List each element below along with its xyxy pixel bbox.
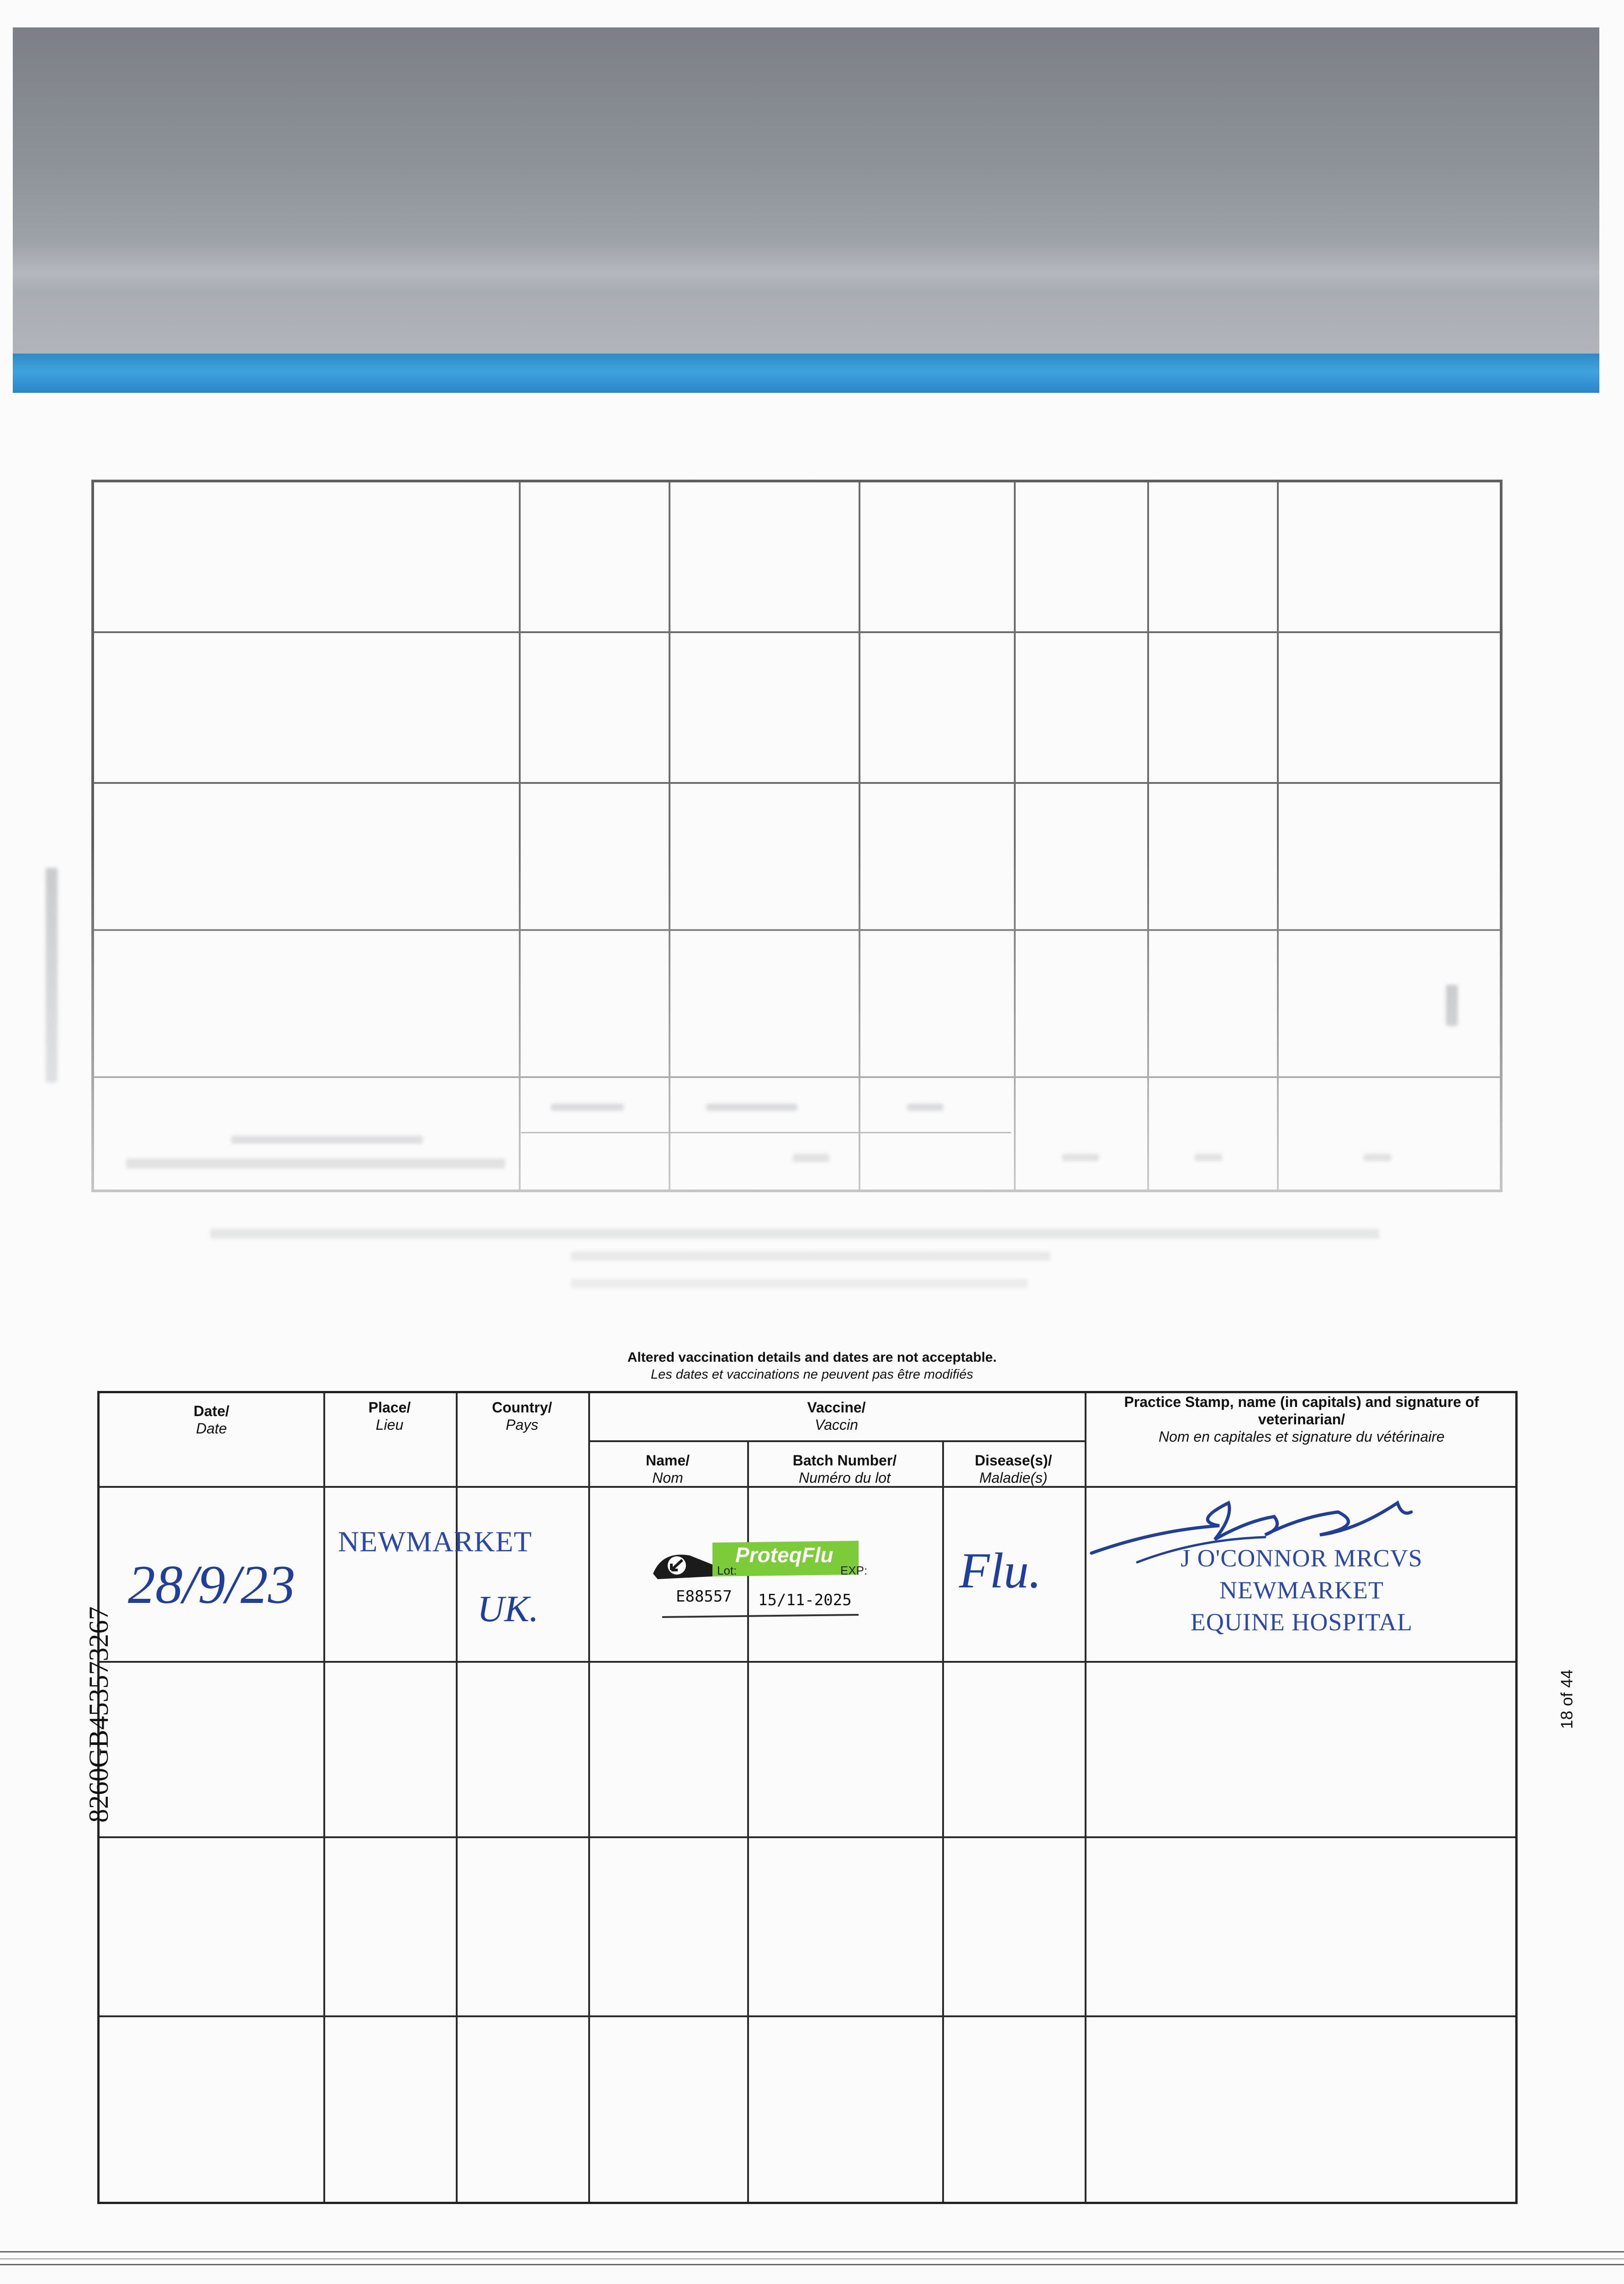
band-fold-shading (13, 242, 1599, 292)
notice-english: Altered vaccination details and dates are not acceptable. (627, 1350, 997, 1365)
entry-country: UK. (477, 1588, 539, 1629)
stamp-line-1: J O'CONNOR MRCVS (1181, 1544, 1423, 1572)
bleed-fade (0, 845, 1624, 1348)
vaccine-subheader-rule (588, 1440, 1085, 1442)
col-rule (942, 1440, 944, 2202)
header-vaccine-name: Name/ Nom (645, 1452, 690, 1486)
bottom-rule (0, 2264, 1624, 2265)
sticker-product-name: ProteqFlu (735, 1543, 833, 1567)
header-disease: Disease(s)/ Maladie(s) (975, 1452, 1052, 1486)
header-place: Place/ Lieu (368, 1399, 411, 1433)
vaccine-batch-sticker (644, 1537, 918, 1619)
header-vaccine: Vaccine/ Vaccin (807, 1399, 866, 1433)
page-number: 18 of 44 (1557, 1669, 1576, 1729)
photocopy-header-band (13, 27, 1599, 393)
sticker-exp-label: EXP: (840, 1564, 868, 1577)
row-rule (100, 1661, 1515, 1663)
notice-french: Les dates et vaccinations ne peuvent pas être modifiés (650, 1367, 974, 1382)
sticker-lot-label: Lot: (717, 1564, 737, 1577)
header-practice-stamp: Practice Stamp, name (in capitals) and signature of veterinarian/ Nom en capitales et signature du vétérinaire (1124, 1394, 1479, 1445)
entry-place-stamp: NEWMARKET (338, 1525, 532, 1558)
entry-disease: Flu. (959, 1543, 1042, 1598)
col-rule (588, 1393, 590, 2202)
document-code-vertical: 8260GB453573267 (84, 1606, 114, 1823)
sticker-lot-number: E88557 (676, 1587, 732, 1606)
header-country: Country/ Pays (492, 1399, 552, 1433)
entry-date: 28/9/23 (128, 1554, 295, 1615)
bottom-rule (0, 2258, 1624, 2259)
header-batch-number: Batch Number/ Numéro du lot (792, 1452, 897, 1486)
header-date: Date/ Date (193, 1403, 230, 1437)
sticker-expiry-date: 15/11-2025 (758, 1591, 852, 1609)
col-rule (456, 1393, 458, 2202)
row-rule (100, 1836, 1515, 1838)
bottom-rule (0, 2251, 1624, 2252)
blue-stripe (13, 354, 1599, 393)
col-rule (323, 1393, 325, 2202)
row-rule (100, 2015, 1515, 2017)
stamp-line-2: NEWMARKET (1219, 1576, 1384, 1604)
stamp-line-3: EQUINE HOSPITAL (1190, 1608, 1413, 1636)
